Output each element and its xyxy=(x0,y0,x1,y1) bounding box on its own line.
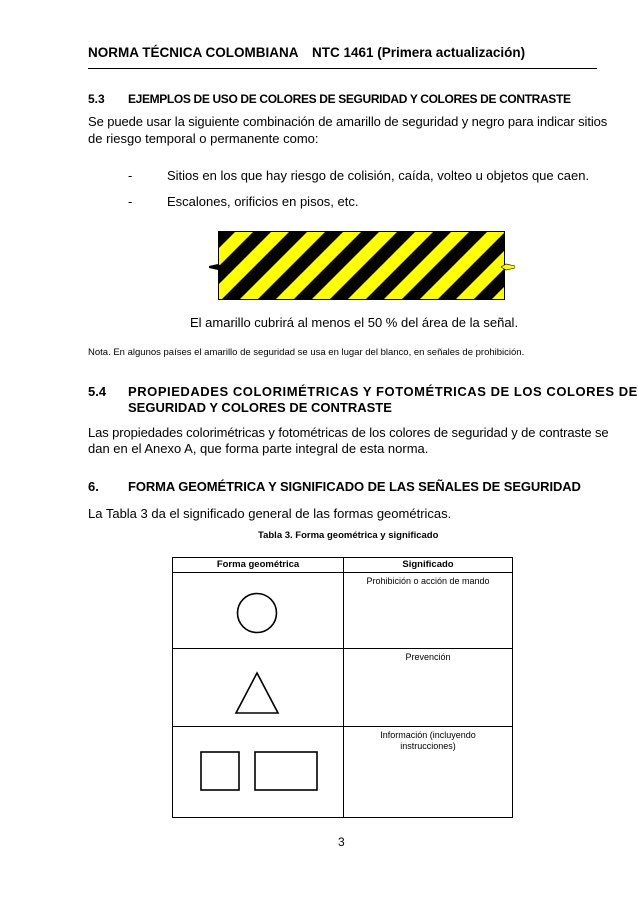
meaning-prohibition: Prohibición o acción de mando xyxy=(344,573,513,649)
section-5-4-paragraph-line1: Las propiedades colorimétricas y fotométricas de los colores de seguridad y de contraste se xyxy=(88,425,609,440)
table-header-row xyxy=(173,558,513,573)
section-5-4-title-line2: SEGURIDAD Y COLORES DE CONTRASTE xyxy=(128,400,392,415)
table-row xyxy=(173,573,513,649)
triangle-shape-icon xyxy=(173,649,343,721)
right-notch-icon xyxy=(501,262,515,272)
shape-cell-rectangles xyxy=(173,727,344,818)
table-caption: Tabla 3. Forma geométrica y significado xyxy=(258,530,439,541)
shapes-table xyxy=(172,557,513,818)
hazard-stripe-sign xyxy=(218,231,505,300)
header-meaning: Significado xyxy=(344,558,513,573)
table-row xyxy=(173,649,513,727)
header-rule xyxy=(88,68,597,69)
bullet-dash: - xyxy=(128,194,133,209)
circle-shape-icon xyxy=(173,573,343,643)
section-5-3-number: 5.3 xyxy=(88,92,105,106)
shape-cell-triangle xyxy=(173,649,344,727)
section-5-3-paragraph-line1: Se puede usar la siguiente combinación de amarillo de seguridad y negro para indicar sitios xyxy=(88,114,608,129)
section-5-4-number: 5.4 xyxy=(88,384,107,399)
bullet-item-steps: Escalones, orificios en pisos, etc. xyxy=(167,194,359,209)
table-row xyxy=(173,727,513,818)
section-6-paragraph: La Tabla 3 da el significado general de las formas geométricas. xyxy=(88,506,452,521)
meaning-information xyxy=(344,727,513,818)
page-number: 3 xyxy=(338,835,345,849)
shape-cell-circle xyxy=(173,573,344,649)
note-text: Nota. En algunos países el amarillo de seguridad se usa en lugar del blanco, en señales de prohibición. xyxy=(88,347,525,358)
rectangle-shapes-icon xyxy=(173,727,343,812)
bullet-dash: - xyxy=(128,168,133,183)
meaning-prevention: Prevención xyxy=(344,649,513,727)
section-5-4-title-line1: PROPIEDADES COLORIMÉTRICAS Y FOTOMÉTRICAS DE LOS COLORES DE xyxy=(128,384,638,399)
section-6-title: FORMA GEOMÉTRICA Y SIGNIFICADO DE LAS SEÑALES DE SEGURIDAD xyxy=(128,479,581,494)
bullet-item-collision: Sitios en los que hay riesgo de colisión, caída, volteo u objetos que caen. xyxy=(167,168,590,183)
section-5-4-paragraph-line2: dan en el Anexo A, que forma parte integral de esta norma. xyxy=(88,441,429,456)
header-document-title: NORMA TÉCNICA COLOMBIANA xyxy=(88,45,299,60)
header-shape: Forma geométrica xyxy=(173,558,344,573)
section-6-number: 6. xyxy=(88,479,99,494)
section-5-3-title: EJEMPLOS DE USO DE COLORES DE SEGURIDAD Y COLORES DE CONTRASTE xyxy=(128,92,571,106)
header-standard-code: NTC 1461 (Primera actualización) xyxy=(312,45,526,60)
section-5-3-paragraph-line2: de riesgo temporal o permanente como: xyxy=(88,131,319,146)
meaning-information-line2: instrucciones) xyxy=(400,741,456,751)
meaning-information-line1: Información (incluyendo xyxy=(380,730,476,740)
stripe-caption: El amarillo cubrirá al menos el 50 % del área de la señal. xyxy=(190,315,519,330)
left-notch-icon xyxy=(209,262,223,272)
